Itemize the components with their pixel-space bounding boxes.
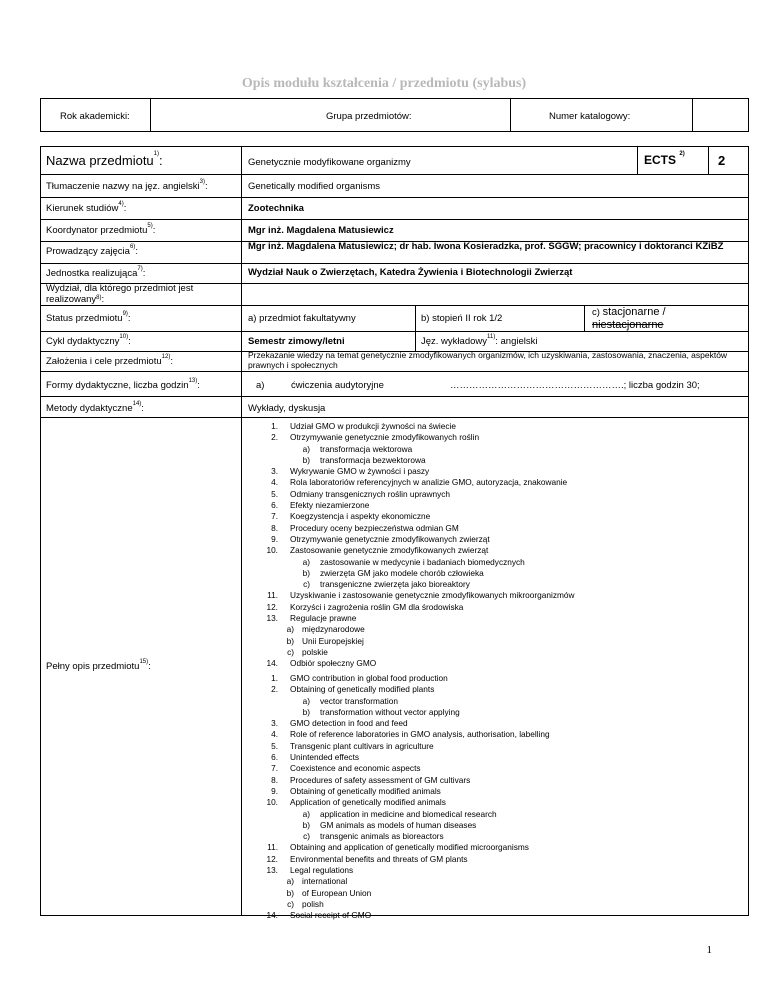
rok-akademicki-label: Rok akademicki: (60, 111, 130, 122)
list-item: 3. GMO detection in food and feed (271, 718, 408, 729)
list-subitem: a) international (286, 876, 348, 887)
cykl-value: Semestr zimowy/letni (248, 336, 345, 347)
list-item: 3. Wykrywanie GMO w żywności i paszy (271, 466, 430, 477)
list-subitem: b) transformacja bezwektorowa (302, 454, 426, 465)
course-content-english (254, 673, 744, 922)
list-item: 1. Udział GMO w produkcji żywności na świecie (271, 421, 456, 431)
list-subitem: b) Unii Europejskiej (286, 635, 364, 646)
metody-value: Wykłady, dyskusja (248, 403, 326, 414)
list-item: 14. Social receipt of GMO (266, 910, 372, 921)
status-label: Status przedmiotu$^{9)}$: (46, 311, 131, 324)
list-item: 8. Procedures of safety assessment of GM cultivars (271, 774, 471, 785)
kierunek-value: Zootechnika (248, 203, 304, 214)
jednostka-value: Wydział Nauk o Zwierzętach, Katedra Żywienia i Biotechnologii Zwierząt (248, 267, 573, 278)
prowadzacy-value: Mgr inż. Magdalena Matusiewicz; dr hab. Iwona Kosieradzka, prof. SGGW; pracownicy i doktoranci KŻiBZ (248, 241, 724, 252)
formy-hours: ……………………………………………….; liczba godzin 30; (450, 380, 700, 391)
list-item: 2. Obtaining of genetically modified plants (271, 684, 435, 695)
jezyk-wykladowy: Jęz. wykładowy$^{11)}$: angielski (421, 334, 538, 347)
status-a-value: a) przedmiot fakultatywny (248, 313, 356, 324)
wydzial-label: Wydział, dla którego przedmiot jest realizowany$^{8)}$: (46, 283, 194, 305)
list-item: 14. Odbiór społeczny GMO (266, 658, 377, 669)
list-item: 4. Role of reference laboratories in GMO analysis, authorisation, labelling (271, 729, 550, 740)
page-number: 1 (706, 944, 712, 956)
list-item: 7. Koegzystencja i aspekty ekonomiczne (271, 511, 431, 522)
zalozenia-value: Przekazanie wiedzy na temat genetycznie zmodyfikowanych organizmów, ich uzyskiwania, zastosowania, znaczenia, aspektów prawnych i społecznych (248, 350, 728, 370)
formy-label: Formy dydaktyczne, liczba godzin$^{13)}$: (46, 378, 200, 391)
header-box (40, 98, 749, 132)
list-subitem: b) of European Union (286, 887, 372, 898)
list-item: 11. Uzyskiwanie i zastosowanie genetycznie zmodyfikowanych mikroorganizmów (267, 590, 575, 601)
list-subitem: c) transgenic animals as bioreactors (303, 831, 444, 842)
status-c-value: c) stacjonarne / niestacjonarne (592, 306, 666, 331)
prowadzacy-label: Prowadzący zajęcia$^{6)}$: (46, 244, 138, 257)
list-subitem: b) transformation without vector applying (302, 706, 460, 717)
formy-value: ćwiczenia audytoryjne (291, 380, 384, 391)
cykl-label: Cykl dydaktyczny$^{10)}$: (46, 334, 131, 347)
koordynator-label: Koordynator przedmiotu$^{5)}$: (46, 223, 156, 236)
list-item: 5. Transgenic plant cultivars in agriculture (271, 740, 434, 751)
list-subitem: a) międzynarodowe (286, 624, 365, 635)
course-content-polish (254, 421, 744, 670)
jednostka-label: Jednostka realizująca$^{7)}$: (46, 266, 146, 279)
list-subitem: b) zwierzęta GM jako modele chorób człowieka (302, 567, 484, 578)
list-item: 6. Unintended effects (271, 752, 360, 763)
tlumaczenie-label: Tłumaczenie nazwy na jęz. angielski$^{3)}$: (46, 179, 208, 192)
list-subitem: a) application in medicine and biomedical research (302, 808, 497, 819)
list-item: 6. Efekty niezamierzone (271, 500, 370, 511)
list-item: 8. Procedury oceny bezpieczeństwa odmian GM (271, 522, 459, 533)
list-item: 5. Odmiany transgenicznych roślin uprawnych (271, 488, 451, 499)
list-subitem: c) polish (287, 898, 324, 909)
status-b-value: b) stopień II rok 1/2 (421, 313, 503, 324)
tlumaczenie-value: Genetically modified organisms (248, 181, 381, 192)
list-item: 4. Rola laboratoriów referencyjnych w analizie GMO, autoryzacja, znakowanie (271, 477, 568, 488)
list-subitem: a) zastosowanie w medycynie i badaniach biomedycznych (302, 556, 525, 567)
list-item: 12. Korzyści i zagrożenia roślin GM dla środowiska (266, 601, 464, 612)
list-item: 13. Legal regulations (266, 865, 354, 876)
list-item: 12. Environmental benefits and threats of GM plants (266, 853, 468, 864)
ects-label: ECTS $^{2)}$ (644, 151, 685, 167)
list-subitem: c) polskie (287, 646, 328, 657)
nazwa-przedmiotu-value: Genetycznie modyfikowane organizmy (248, 157, 411, 168)
koordynator-value: Mgr inż. Magdalena Matusiewicz (248, 225, 394, 236)
list-subitem: c) transgeniczne zwierzęta jako bioreaktory (303, 579, 470, 590)
numer-katalogowy-label: Numer katalogowy: (549, 111, 631, 122)
list-item: 7. Coexistence and economic aspects (271, 763, 421, 774)
metody-label: Metody dydaktyczne$^{14)}$: (46, 401, 144, 414)
grupa-przedmiotow-label: Grupa przedmiotów: (326, 111, 412, 122)
list-item: 1. GMO contribution in global food production (271, 673, 448, 683)
list-subitem: b) GM animals as models of human diseases (302, 819, 477, 830)
formy-a: a) (256, 380, 265, 391)
list-item: 10. Zastosowanie genetycznie zmodyfikowanych zwierząt (266, 545, 489, 556)
pelny-opis-label: Pełny opis przedmiotu$^{15)}$: (46, 659, 151, 672)
page-title: Opis modułu kształcenia / przedmiotu (sylabus) (241, 76, 527, 91)
list-item: 13. Regulacje prawne (266, 613, 357, 624)
list-item: 2. Otrzymywanie genetycznie zmodyfikowanych roślin (271, 432, 480, 443)
ects-value: 2 (718, 153, 726, 168)
list-item: 9. Otrzymywanie genetycznie zmodyfikowanych zwierząt (271, 533, 490, 544)
nazwa-przedmiotu-label: Nazwa przedmiotu$^{1)}$: (46, 151, 163, 168)
list-subitem: a) vector transformation (302, 695, 398, 706)
list-item: 11. Obtaining and application of genetically modified microorganisms (267, 842, 529, 853)
list-subitem: a) transformacja wektorowa (302, 443, 413, 454)
list-item: 9. Obtaining of genetically modified animals (271, 785, 441, 796)
list-item: 10. Application of genetically modified animals (266, 797, 446, 808)
kierunek-label: Kierunek studiów$^{4)}$: (46, 201, 127, 214)
zalozenia-label: Założenia i cele przedmiotu$^{12)}$: (46, 354, 173, 367)
